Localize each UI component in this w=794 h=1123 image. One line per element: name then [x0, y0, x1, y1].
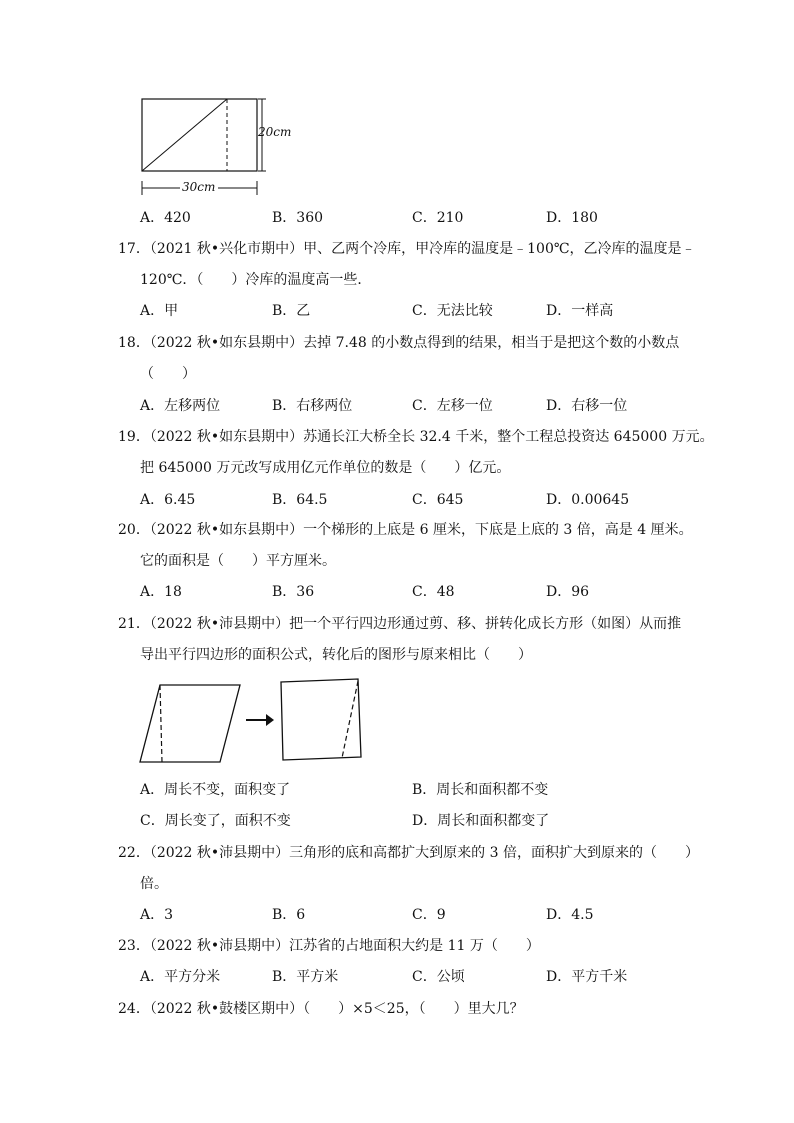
option-b[interactable]: B．平方米 — [272, 969, 339, 985]
q22-options — [0, 904, 794, 924]
option-b[interactable]: B．右移两位 — [272, 398, 353, 414]
height-label: 20cm — [258, 125, 292, 139]
q22-stem-line1: 22．（2022 秋•沛县期中）三角形的底和高都扩大到原来的 3 倍，面积扩大到原来的（ ） — [118, 845, 699, 861]
option-d[interactable]: D．4.5 — [546, 907, 594, 923]
option-b[interactable]: B．360 — [272, 210, 324, 226]
option-c[interactable]: C．9 — [412, 907, 446, 923]
rectangle-shape — [281, 679, 361, 760]
option-d[interactable]: D．0.00645 — [546, 492, 630, 508]
option-b[interactable]: B．周长和面积都不变 — [412, 782, 549, 798]
option-a[interactable]: A．420 — [140, 210, 191, 226]
arrow-icon — [246, 714, 274, 726]
q19-stem-line1: 19．（2022 秋•如东县期中）苏通长江大桥全长 32.4 千米，整个工程总投资达 645000 万元。 — [118, 429, 714, 445]
q20-stem-line2: 它的面积是（ ）平方厘米。 — [140, 553, 336, 569]
width-label: 30cm — [182, 180, 216, 194]
q20-stem-line1: 20．（2022 秋•如东县期中）一个梯形的上底是 6 厘米，下底是上底的 3 倍，高是 4 厘米。 — [118, 522, 693, 538]
option-c[interactable]: C．210 — [412, 210, 464, 226]
option-a[interactable]: A．周长不变，面积变了 — [140, 782, 291, 798]
option-a[interactable]: A．6.45 — [140, 492, 196, 508]
q19-stem-line2: 把 645000 万元改写成用亿元作单位的数是（ ）亿元。 — [140, 460, 511, 476]
q17-stem-line2: 120℃．（ ）冷库的温度高一些． — [140, 272, 372, 288]
q21-stem-line2: 导出平行四边形的面积公式，转化后的图形与原来相比（ ） — [140, 647, 532, 663]
option-a[interactable]: A．左移两位 — [140, 398, 221, 414]
option-c[interactable]: C．公顷 — [412, 969, 465, 985]
option-d[interactable]: D．180 — [546, 210, 598, 226]
option-d[interactable]: D．周长和面积都变了 — [412, 813, 550, 829]
q21-stem-line1: 21．（2022 秋•沛县期中）把一个平行四边形通过剪、移、拼转化成长方形（如图）从而推 — [118, 616, 682, 632]
q23-stem-line1: 23．（2022 秋•沛县期中）江苏省的占地面积大约是 11 万（ ） — [118, 938, 540, 954]
option-d[interactable]: D．96 — [546, 584, 590, 600]
q18-stem-line1: 18．（2022 秋•如东县期中）去掉 7.48 的小数点得到的结果，相当于是把这个数的小数点 — [118, 335, 680, 351]
option-c[interactable]: C．无法比较 — [412, 303, 493, 319]
q21-options-row1 — [0, 779, 794, 799]
option-c[interactable]: C．48 — [412, 584, 455, 600]
option-c[interactable]: C．周长变了，面积不变 — [140, 813, 291, 829]
option-b[interactable]: B．乙 — [272, 303, 311, 319]
q18-stem-line2: （ ） — [140, 366, 196, 382]
option-d[interactable]: D．平方千米 — [546, 969, 628, 985]
option-d[interactable]: D．右移一位 — [546, 398, 628, 414]
option-c[interactable]: C．645 — [412, 492, 464, 508]
q21-options-row2 — [0, 810, 794, 830]
q22-stem-line2: 倍。 — [140, 876, 168, 892]
option-b[interactable]: B．6 — [272, 907, 306, 923]
option-a[interactable]: A．18 — [140, 584, 182, 600]
option-b[interactable]: B．36 — [272, 584, 315, 600]
option-a[interactable]: A．甲 — [140, 303, 179, 319]
q17-stem-line1: 17．（2021 秋•兴化市期中）甲、乙两个冷库，甲冷库的温度是﹣100℃，乙冷库的温度是﹣ — [118, 241, 696, 257]
option-c[interactable]: C．左移一位 — [412, 398, 493, 414]
q24-stem-line1: 24．（2022 秋•鼓楼区期中）（ ）×5＜25，（ ）里大几？ — [118, 1001, 524, 1017]
q23-options — [0, 966, 794, 986]
parallelogram-shape — [140, 685, 240, 762]
option-d[interactable]: D．一样高 — [546, 303, 614, 319]
option-a[interactable]: A．平方分米 — [140, 969, 221, 985]
option-a[interactable]: A．3 — [140, 907, 174, 923]
option-b[interactable]: B．64.5 — [272, 492, 328, 508]
